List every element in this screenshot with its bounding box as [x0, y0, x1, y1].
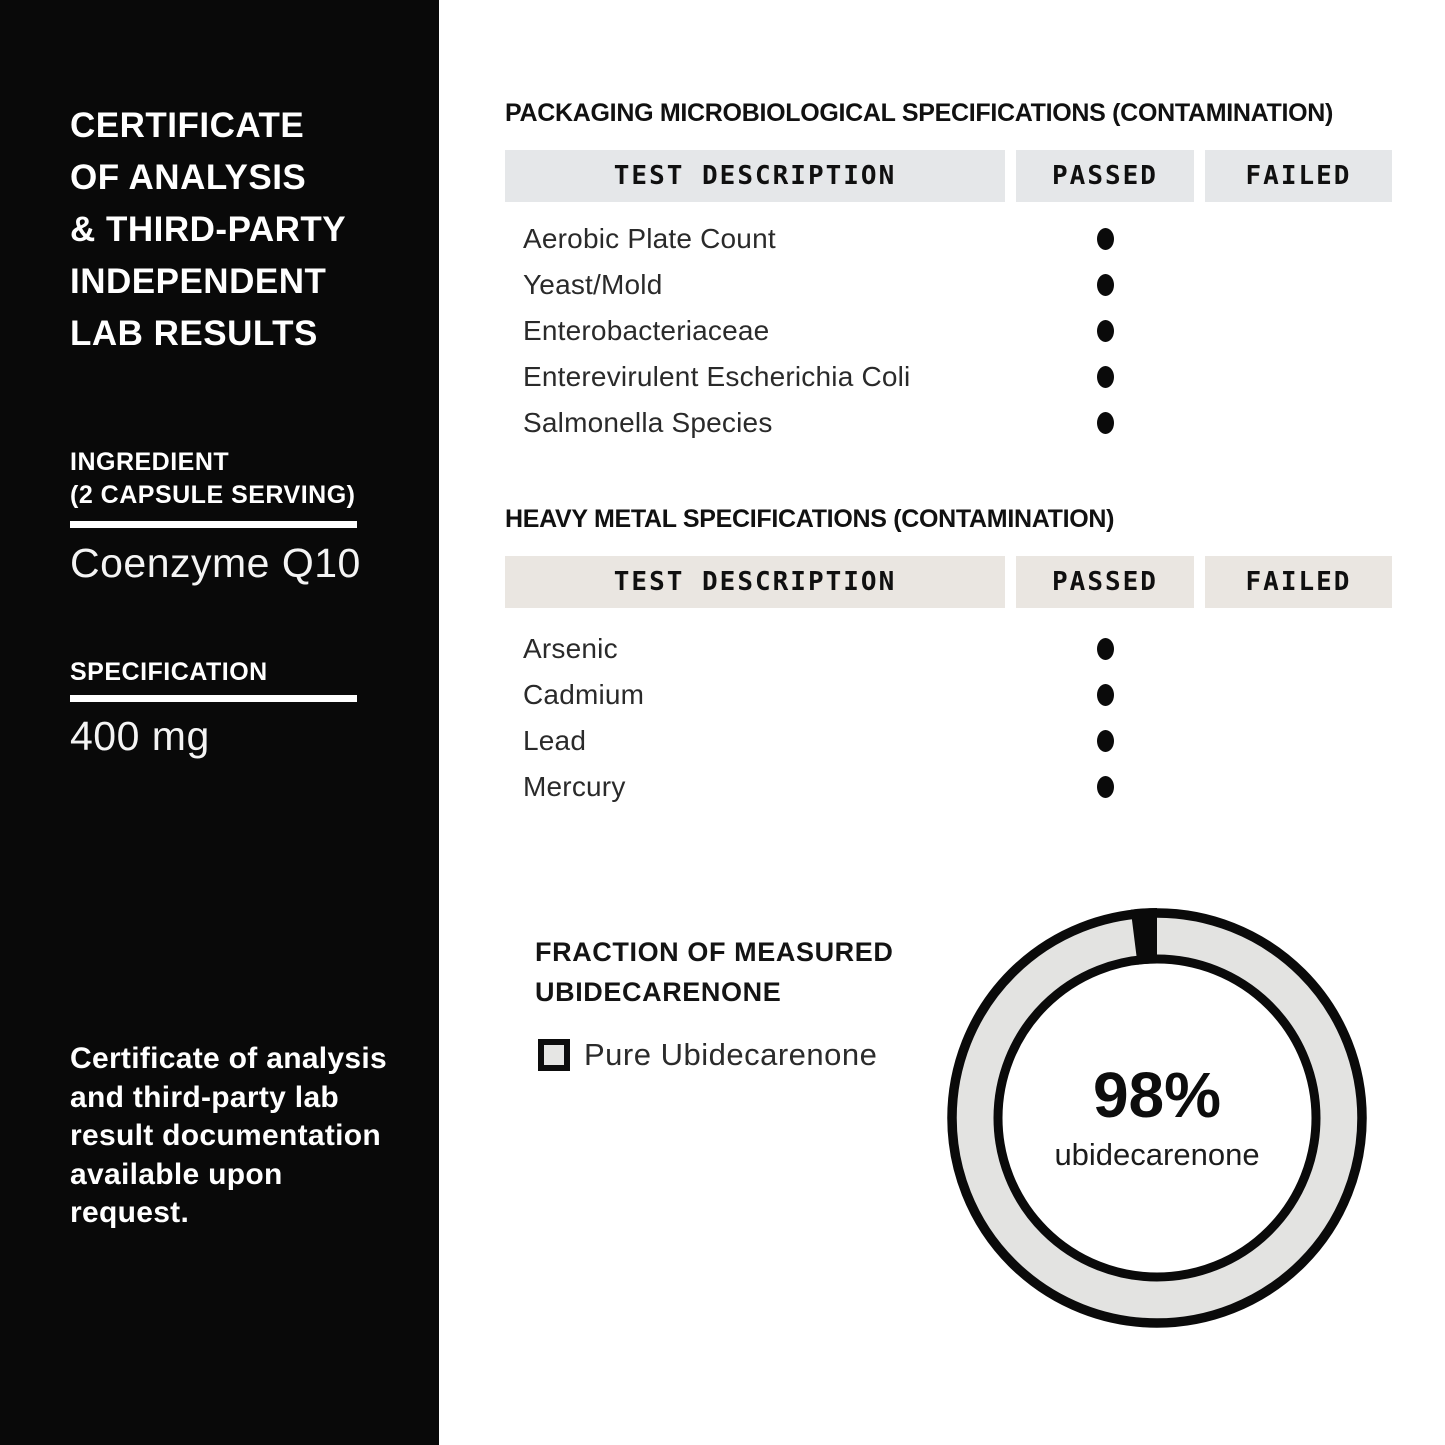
page-title	[70, 100, 346, 360]
test-description: Aerobic Plate Count	[523, 223, 776, 254]
table-title: PACKAGING MICROBIOLOGICAL SPECIFICATIONS (CONTAMINATION)	[505, 99, 1334, 127]
divider	[70, 695, 357, 702]
passed-dot-icon	[1097, 730, 1114, 752]
table-body	[505, 216, 1393, 446]
passed-dot-icon	[1097, 274, 1114, 296]
table-row	[505, 216, 1393, 262]
passed-cell	[1016, 262, 1194, 308]
test-description: Arsenic	[523, 633, 618, 664]
passed-dot-icon	[1097, 776, 1114, 798]
microbiological-table-section	[505, 100, 1393, 446]
failed-cell	[1205, 764, 1392, 810]
column-header: TEST DESCRIPTION	[505, 150, 1005, 202]
failed-cell	[1205, 216, 1392, 262]
table-row	[505, 262, 1393, 308]
table-body	[505, 626, 1393, 810]
table-row	[505, 718, 1393, 764]
column-header: FAILED	[1205, 150, 1392, 202]
test-description: Enterevirulent Escherichia Coli	[523, 361, 911, 392]
passed-dot-icon	[1097, 366, 1114, 388]
passed-cell	[1016, 764, 1194, 810]
note-line: available upon	[70, 1157, 283, 1191]
passed-cell	[1016, 718, 1194, 764]
passed-cell	[1016, 354, 1194, 400]
chart-legend	[538, 1037, 877, 1073]
note-line: result documentation	[70, 1119, 382, 1152]
title-line: INDEPENDENT	[70, 262, 327, 301]
passed-dot-icon	[1097, 684, 1114, 706]
ingredient-heading	[70, 446, 355, 512]
passed-dot-icon	[1097, 412, 1114, 434]
test-description: Enterobacteriaceae	[523, 315, 770, 346]
title-line: OF ANALYSIS	[70, 158, 307, 197]
note-line: Certificate of analysis	[70, 1042, 388, 1075]
test-description: Salmonella Species	[523, 407, 773, 438]
specification-value: 400 mg	[70, 713, 210, 759]
passed-cell	[1016, 626, 1194, 672]
fraction-heading	[535, 932, 894, 1012]
table-row	[505, 626, 1393, 672]
sidebar	[0, 0, 439, 1445]
passed-cell	[1016, 308, 1194, 354]
failed-cell	[1205, 308, 1392, 354]
donut-center-value: 98%	[1092, 1059, 1222, 1131]
failed-cell	[1205, 354, 1392, 400]
note-line: and third-party lab	[70, 1080, 340, 1114]
title-line: & THIRD-PARTY	[70, 210, 347, 249]
heavy-metal-table-section	[505, 506, 1393, 810]
table-row	[505, 672, 1393, 718]
passed-cell	[1016, 400, 1194, 446]
test-description: Lead	[523, 725, 587, 756]
ingredient-value: Coenzyme Q10	[70, 540, 361, 586]
table-row	[505, 400, 1393, 446]
certificate-note	[70, 1040, 387, 1233]
table-title: HEAVY METAL SPECIFICATIONS (CONTAMINATION)	[505, 505, 1115, 533]
column-header: PASSED	[1016, 556, 1194, 608]
table-header-row	[505, 556, 1393, 608]
passed-dot-icon	[1097, 320, 1114, 342]
test-description: Yeast/Mold	[523, 269, 663, 300]
failed-cell	[1205, 672, 1392, 718]
donut-chart	[947, 908, 1367, 1328]
passed-dot-icon	[1097, 638, 1114, 660]
table-row	[505, 764, 1393, 810]
column-header: TEST DESCRIPTION	[505, 556, 1005, 608]
failed-cell	[1205, 262, 1392, 308]
table-header-row	[505, 150, 1393, 202]
fraction-heading-line: UBIDECARENONE	[535, 977, 782, 1007]
ingredient-label: INGREDIENT	[70, 448, 230, 476]
specification-label: SPECIFICATION	[70, 658, 268, 686]
failed-cell	[1205, 400, 1392, 446]
legend-swatch-icon	[538, 1039, 570, 1071]
column-header: FAILED	[1205, 556, 1392, 608]
title-line: CERTIFICATE	[70, 106, 305, 145]
passed-dot-icon	[1097, 228, 1114, 250]
passed-cell	[1016, 672, 1194, 718]
passed-cell	[1016, 216, 1194, 262]
donut-center-sublabel: ubidecarenone	[1054, 1137, 1260, 1172]
specification-heading	[70, 656, 268, 689]
fraction-heading-line: FRACTION OF MEASURED	[535, 937, 894, 967]
table-row	[505, 308, 1393, 354]
failed-cell	[1205, 718, 1392, 764]
table-row	[505, 354, 1393, 400]
ingredient-sublabel: (2 CAPSULE SERVING)	[70, 481, 356, 509]
test-description: Mercury	[523, 771, 626, 802]
divider	[70, 521, 357, 528]
note-line: request.	[70, 1196, 190, 1229]
column-header: PASSED	[1016, 150, 1194, 202]
legend-label: Pure Ubidecarenone	[584, 1037, 878, 1072]
title-line: LAB RESULTS	[70, 314, 318, 353]
test-description: Cadmium	[523, 679, 645, 710]
failed-cell	[1205, 626, 1392, 672]
